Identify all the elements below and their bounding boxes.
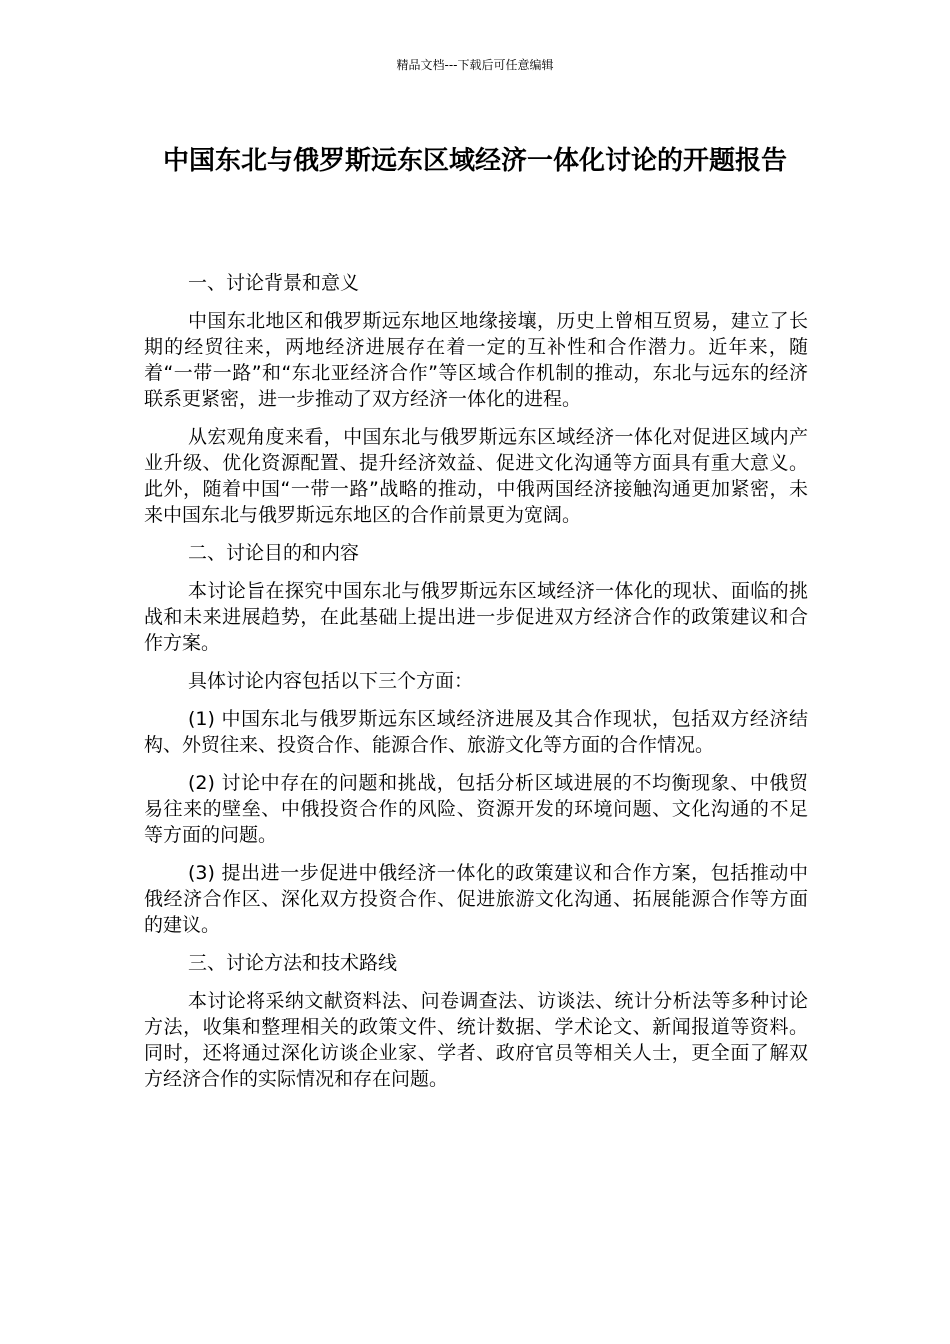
section-heading-objectives: 二、讨论目的和内容: [188, 542, 360, 564]
paragraph-background: 中国东北地区和俄罗斯远东地区地缘接壤，历史上曾相互贸易，建立了长期的经贸往来，两地经济进展存在着一定的互补性和合作潜力。近年来，随着“一带一路”和“东北亚经济合作”等区域合作机制的推动，东北与远东的经济联系更紧密，进一步推动了双方经济一体化的进程。: [144, 310, 808, 410]
paragraph-objectives: 本讨论旨在探究中国东北与俄罗斯远东区域经济一体化的现状、面临的挑战和未来进展趋势，在此基础上提出进一步促进双方经济合作的政策建议和合作方案。: [144, 580, 808, 654]
document-body: [144, 270, 808, 1104]
document-title: 中国东北与俄罗斯远东区域经济一体化讨论的开题报告: [162, 146, 787, 176]
list-item-3: (3) 提出进一步促进中俄经济一体化的政策建议和合作方案，包括推动中俄经济合作区、深化双方投资合作、促进旅游文化沟通、拓展能源合作等方面的建议。: [144, 862, 808, 936]
paragraph-methods: 本讨论将采纳文献资料法、问卷调查法、访谈法、统计分析法等多种讨论方法，收集和整理相关的政策文件、统计数据、学术论文、新闻报道等资料。同时，还将通过深化访谈企业家、学者、政府官员等相关人士，更全面了解双方经济合作的实际情况和存在问题。: [144, 990, 808, 1090]
page-header: 精品文档---下载后可任意编辑: [396, 58, 554, 72]
list-item-2: (2) 讨论中存在的问题和挑战，包括分析区域进展的不均衡现象、中俄贸易往来的壁垒、中俄投资合作的风险、资源开发的环境问题、文化沟通的不足等方面的问题。: [144, 772, 808, 846]
section-heading-background: 一、讨论背景和意义: [188, 272, 360, 294]
paragraph-significance: 从宏观角度来看，中国东北与俄罗斯远东区域经济一体化对促进区域内产业升级、优化资源配置、提升经济效益、促进文化沟通等方面具有重大意义。此外，随着中国“一带一路”战略的推动，中俄两国经济接触沟通更加紧密，未来中国东北与俄罗斯远东地区的合作前景更为宽阔。: [144, 426, 808, 526]
paragraph-content-intro: 具体讨论内容包括以下三个方面：: [188, 670, 474, 692]
list-item-1: (1) 中国东北与俄罗斯远东区域经济进展及其合作现状，包括双方经济结构、外贸往来、投资合作、能源合作、旅游文化等方面的合作情况。: [144, 708, 808, 756]
section-heading-methods: 三、讨论方法和技术路线: [188, 952, 398, 974]
